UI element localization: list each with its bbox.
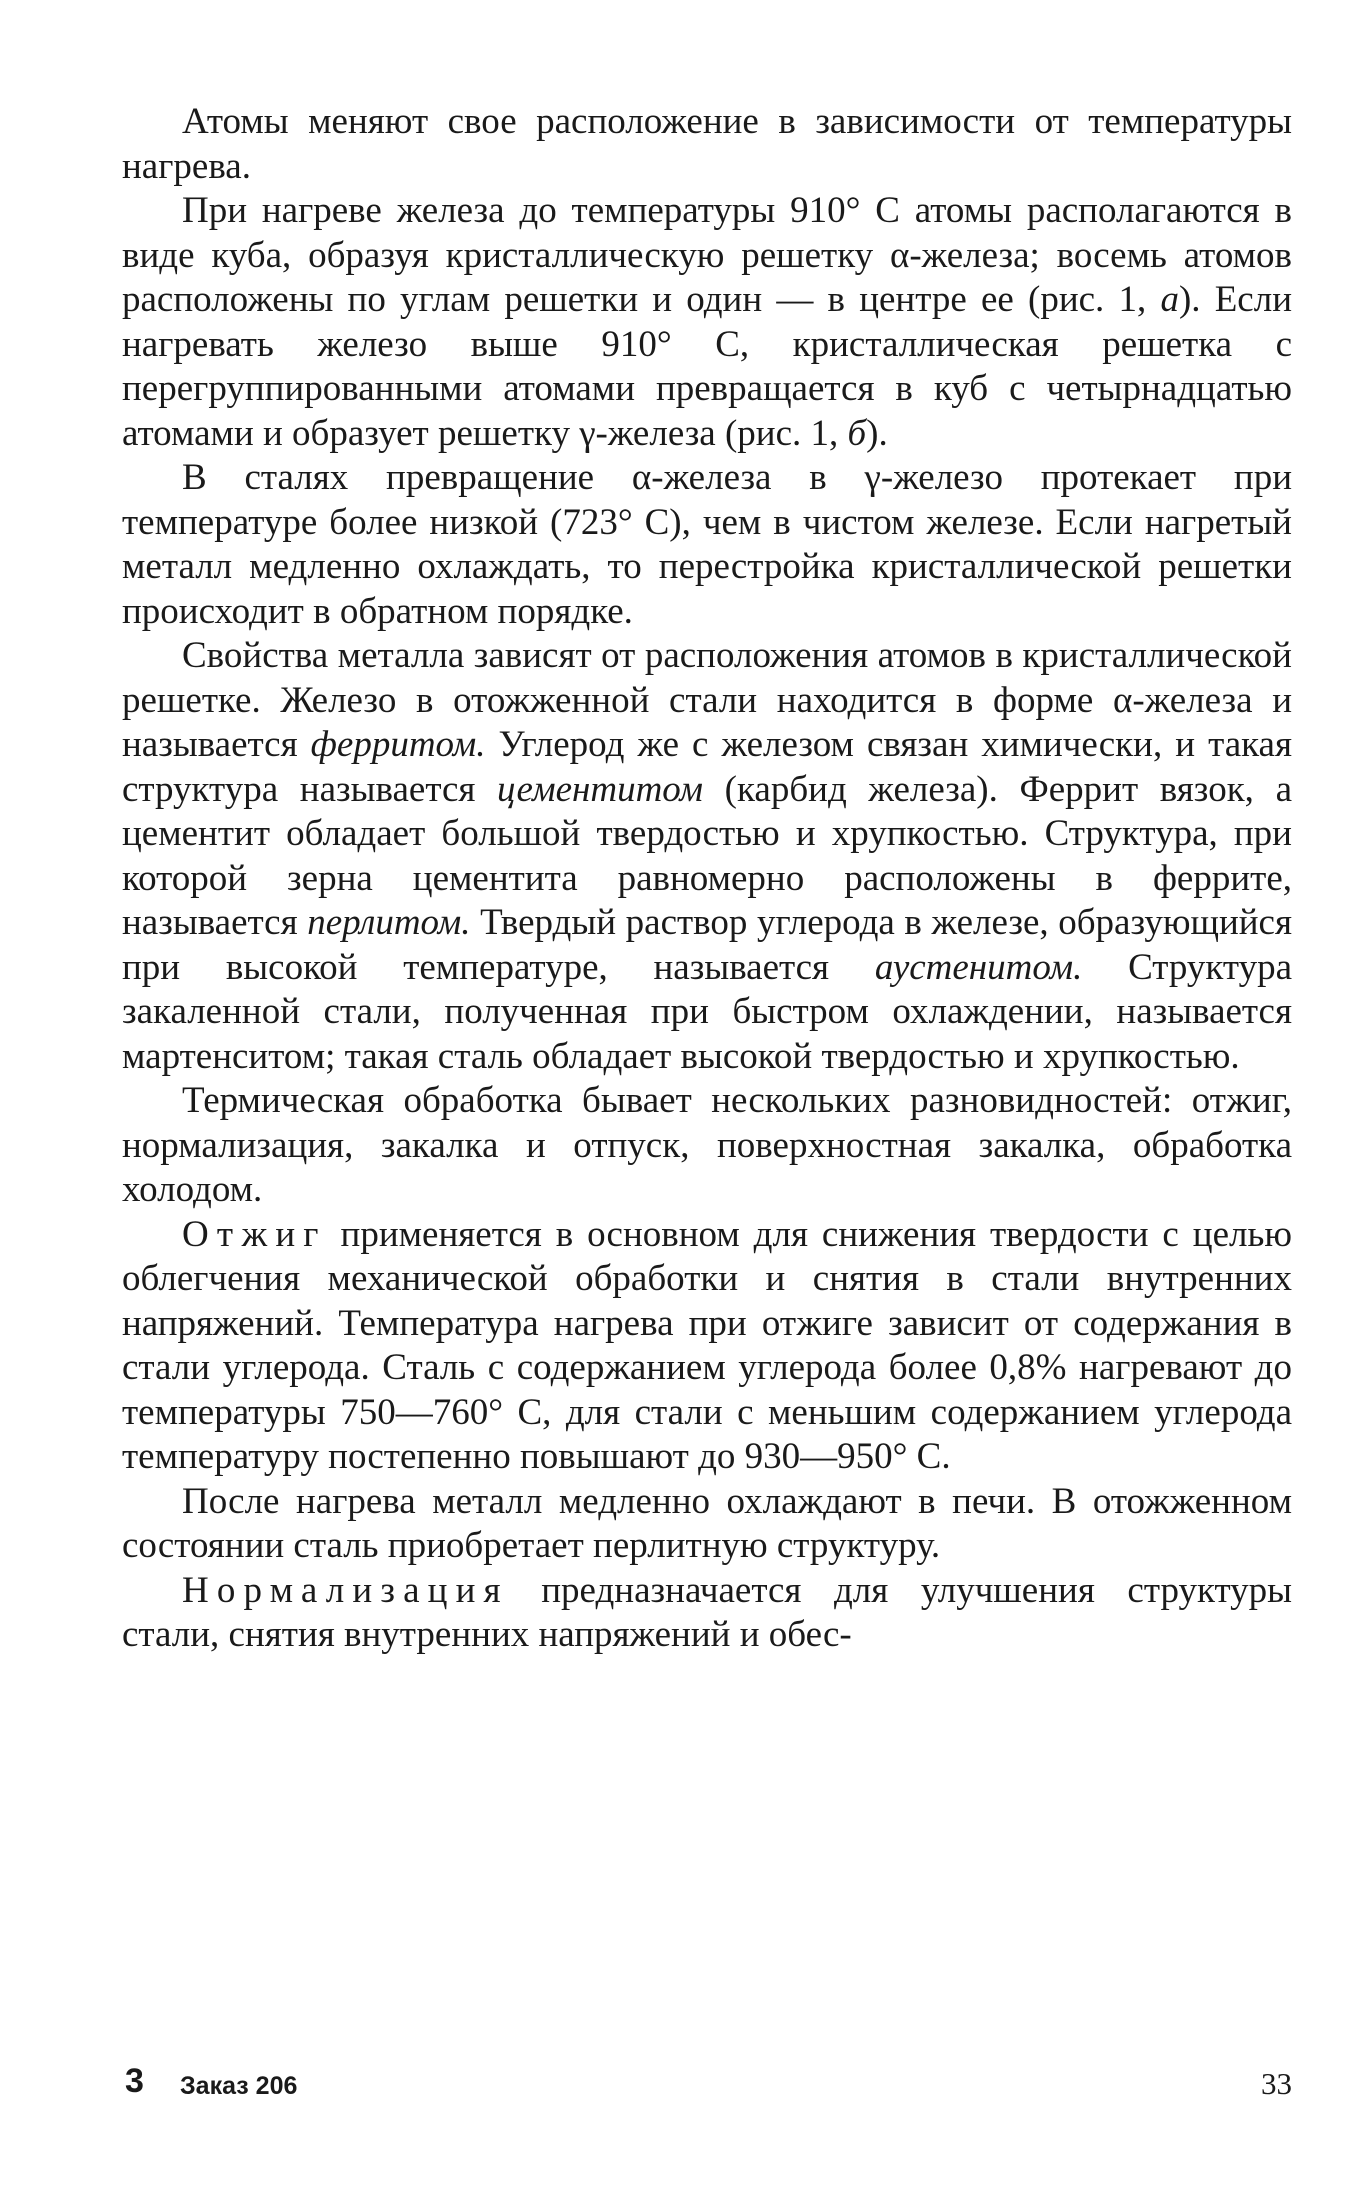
page-footer: [122, 2062, 1292, 2112]
italic-term: а: [1160, 279, 1179, 320]
text-run: Атомы меняют свое расположение в зависимости от температуры нагрева.: [122, 101, 1292, 187]
print-order-label: Заказ 206: [180, 2072, 298, 2100]
italic-term: цементитом: [497, 768, 704, 810]
text-run: Структура закаленной стали, полученная при быстром охлаждении, называется мартенситом; такая сталь обладает высокой твердостью и хрупкостью.: [122, 946, 1292, 1077]
paragraph: [122, 456, 1292, 634]
paragraph: [122, 1569, 1292, 1658]
paragraph: [122, 1079, 1292, 1213]
italic-term: ферритом.: [310, 724, 486, 765]
text-run: Термическая обработка бывает нескольких разновидностей: отжиг, нормализация, закалка и отпуск, поверхностная закалка, обработка холодом.: [122, 1080, 1292, 1210]
text-run: Углерод же с железом связан химически, и такая структура называется: [122, 724, 1292, 810]
text-run: При нагреве железа до температуры 910° С атомы располагаются в виде куба, образуя кристаллическую решетку α-железа; восемь атомов расположены по углам решетки и один — в центре ее (рис. 1,: [122, 190, 1292, 320]
italic-term: перлитом.: [307, 902, 471, 943]
text-run: В сталях превращение α-железа в γ-железо протекает при температуре более низкой (723° С), чем в чистом железе. Если нагретый металл медленно охлаждать, то перестройка кристаллической решетки происходит в обратном порядке.: [122, 457, 1292, 632]
text-run: применяется в основном для снижения твердости с целью облегчения механической обработки и снятия в стали внутренних напряжений. Температура нагрева при отжиге зависит от содержания в стали углерода. Сталь с содержанием углерода более 0,8% нагревают до температуры 750—760° С, для стали с меньшим содержанием углерода температуру постепенно повышают до 930—950° С.: [122, 1213, 1292, 1477]
italic-term: б: [847, 412, 867, 454]
page-number: 33: [1261, 2066, 1292, 2101]
text-run: (карбид железа). Феррит вязок, а цементит обладает большой твердостью и хрупкостью. Структура, при которой зерна цементита равномерно расположены в феррите, называется: [122, 768, 1292, 943]
paragraph: [122, 634, 1292, 1079]
signature-number: 3: [125, 2062, 144, 2100]
paragraph: [122, 1480, 1292, 1569]
paragraph: [122, 1213, 1292, 1480]
paragraph: [122, 100, 1292, 189]
paragraph: [122, 189, 1292, 456]
body-text: [122, 100, 1292, 1658]
text-run: Свойства металла зависят от расположения атомов в кристаллической решетке. Железо в отожженной стали находится в форме α-железа и называется: [122, 635, 1292, 765]
text-run: ).: [866, 412, 888, 454]
text-run: ). Если нагревать железо выше 910° С, кристаллическая решетка с перегруппированными атомами превращается в куб с четырнадцатью атомами и образует решетку γ-железа (рис. 1,: [122, 279, 1292, 454]
italic-term: аустенитом.: [874, 946, 1083, 988]
text-run: После нагрева металл медленно охлаждают в печи. В отожженном состоянии сталь приобретает перлитную структуру.: [122, 1480, 1292, 1566]
spaced-term: Отжиг: [182, 1213, 327, 1255]
spaced-term: Нормализация: [182, 1569, 509, 1611]
text-run: предназначается для улучшения структуры стали, снятия внутренних напряжений и обес-: [122, 1569, 1292, 1655]
text-run: Твердый раствор углерода в железе, образующийся при высокой температуре, называется: [122, 902, 1292, 988]
